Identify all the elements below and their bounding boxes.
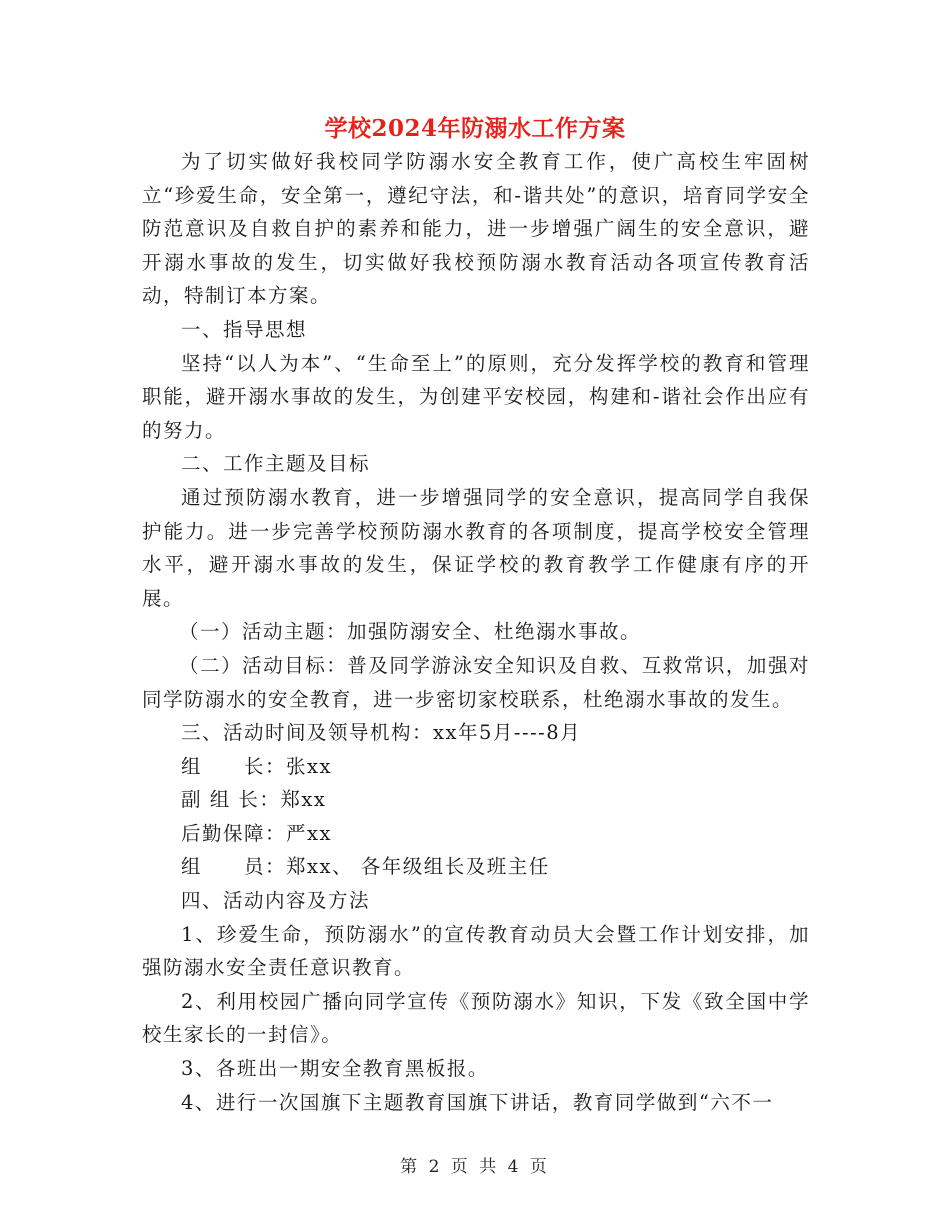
deputy-leader-line: 副 组 长：郑xx	[181, 788, 327, 812]
logistics-line: 后勤保障：严xx	[181, 821, 332, 845]
leader-line: 组 长：张xx	[181, 754, 332, 778]
section-heading-theme-goals: 二、工作主题及目标	[181, 452, 371, 476]
content-item-1: 1、珍爱生命，预防溺水”的宣传教育动员大会暨工作计划安排，加强防溺水安全责任意识教育。	[142, 922, 810, 980]
intro-paragraph: 为了切实做好我校同学防溺水安全教育工作，使广高校生牢固树立“珍爱生命，安全第一，遵纪守法，和-谐共处”的意识，培育同学安全防范意识及自救自护的素养和能力，进一步增强广阔生的安全意识，避开溺水事故的发生，切实做好我校预防溺水教育活动各项宣传教育活动，特制订本方案。	[142, 150, 810, 308]
section-heading-time-leadership: 三、活动时间及领导机构：xx年5月----8月	[181, 721, 582, 745]
guiding-ideology-paragraph: 坚持“以人为本”、“生命至上”的原则，充分发挥学校的教育和管理职能，避开溺水事故的发生，为创建平安校园，构建和-谐社会作出应有的努力。	[142, 351, 810, 442]
content-item-3: 3、各班出一期安全教育黑板报。	[181, 1057, 489, 1081]
content-item-4: 4、进行一次国旗下主题教育国旗下讲话，教育同学做到“六不一	[181, 1090, 774, 1114]
document-body	[142, 145, 810, 1119]
theme-goals-paragraph: 通过预防溺水教育，进一步增强同学的安全意识，提高同学自我保护能力。进一步完善学校预防溺水教育的各项制度，提高学校安全管理水平，避开溺水事故的发生，保证学校的教育教学工作健康有序的开展。	[142, 485, 810, 610]
section-heading-guiding-ideology: 一、指导思想	[181, 317, 308, 341]
activity-theme-paragraph: （一）活动主题：加强防溺安全、杜绝溺水事故。	[179, 620, 642, 644]
members-line: 组 员：郑xx、 各年级组长及班主任	[181, 855, 550, 879]
content-item-2: 2、利用校园广播向同学宣传《预防溺水》知识，下发《致全国中学校生家长的一封信》。	[142, 989, 810, 1047]
section-heading-content-methods: 四、活动内容及方法	[181, 889, 371, 913]
document-title: 学校2024年防溺水工作方案	[324, 115, 626, 142]
activity-goal-paragraph: （二）活动目标：普及同学游泳安全知识及自救、互救常识，加强对同学防溺水的安全教育，进一步密切家校联系，杜绝溺水事故的发生。	[142, 653, 810, 711]
page-footer: 第 2 页 共 4 页	[400, 1157, 550, 1177]
